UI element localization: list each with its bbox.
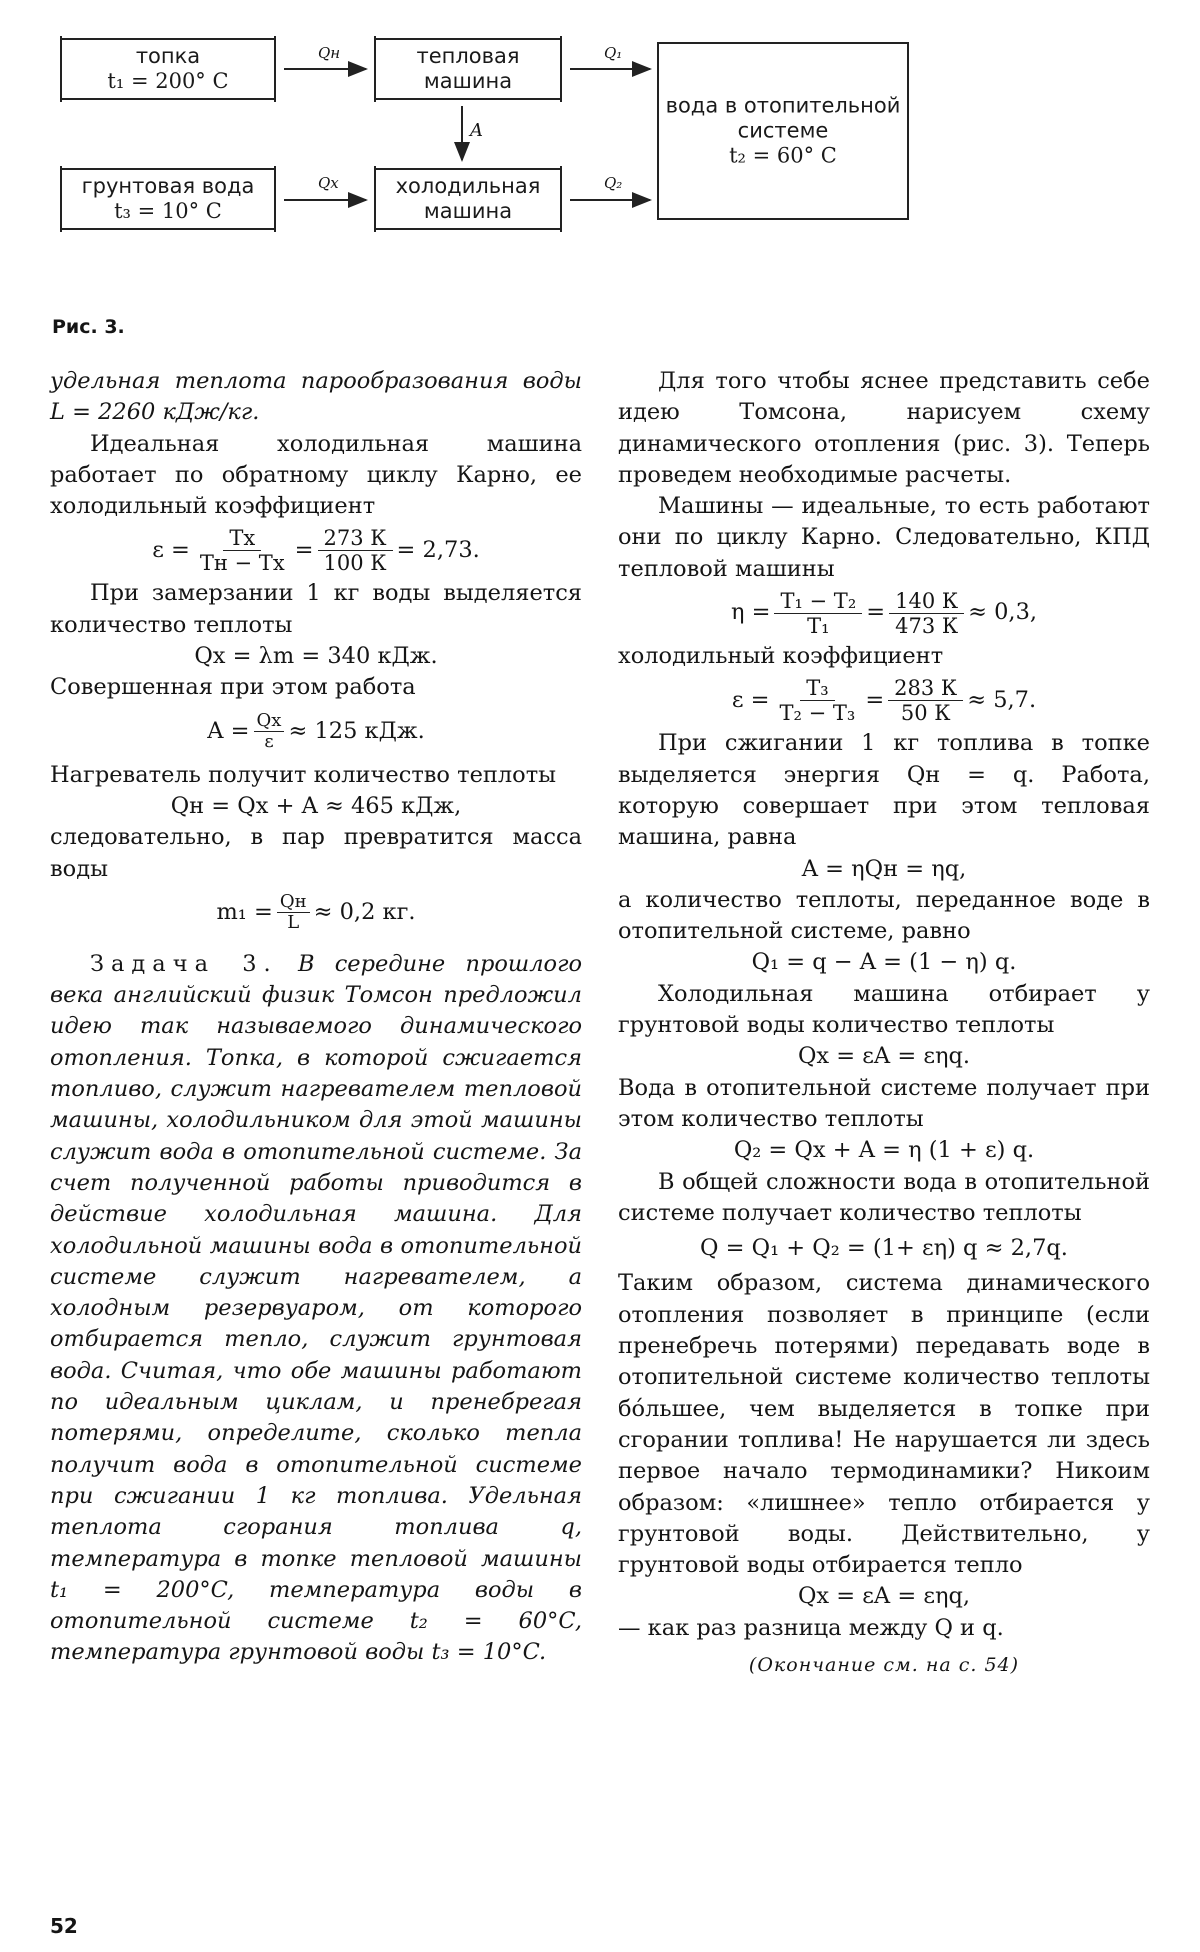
fraction-den: ε (264, 731, 274, 753)
left-eq1 (50, 522, 582, 578)
eq-part: ε = (731, 686, 770, 713)
figure-3-diagram (0, 0, 1200, 310)
diagram-arrows (0, 0, 1200, 310)
fraction-den: 100 К (323, 550, 387, 575)
heat-engine-line1: тепловая (416, 44, 520, 68)
figure-caption: Рис. 3. (52, 316, 125, 338)
right-p8: В общей сложности вода в отопительной системе получает количество теплоты (618, 1168, 1150, 1226)
fraction-num: T₃ (800, 676, 834, 701)
fraction-num: Qн (277, 892, 310, 913)
label-q2: Q₂ (604, 174, 623, 192)
eq-part: ≈ 0,3, (968, 599, 1038, 626)
left-eq2: Qх = λm = 340 кДж. (194, 643, 438, 670)
task-text: В середине прошлого века английский физик Томсон предложил идею так называемого динамического отопления. Топка, в которой сжигается топливо, служит нагревателем тепловой машины, холодильником для этой машины служит вода в отопительной системе. За счет полученной работы приводится в действие холодильная машина. Для холодильной машины вода в отопительной системе служит нагревателем, а холодным резервуаром, от которого отбирается тепло, служит грунтовая вода. Считая, что обе машины работают по идеальным циклам, и пренебрегая потерями, определите, сколько тепла получит вода в отопительной системе при сжигании 1 кг топлива. Удельная теплота сгорания топлива q, температура в топке тепловой машины t₁ = 200°C, температура воды в отопительной системе t₂ = 60°C, температура грунтовой воды t₃ = 10°C. (50, 950, 582, 1666)
eq-part: ≈ 5,7. (967, 686, 1037, 713)
right-eq4: Q₁ = q − A = (1 − η) q. (751, 949, 1017, 976)
fraction (194, 526, 291, 575)
left-p4: Совершенная при этом работа (50, 674, 416, 701)
fraction-den: T₂ − T₃ (779, 700, 856, 725)
left-eq4: Qн = Qх + A ≈ 465 кДж, (170, 792, 462, 819)
right-column (618, 366, 1150, 1681)
fraction (888, 676, 963, 725)
eq-part: ≈ 125 кДж. (288, 718, 425, 745)
fraction (318, 526, 393, 575)
right-eq1 (618, 585, 1150, 641)
label-a: A (470, 120, 483, 141)
right-p10: — как раз разница между Q и q. (618, 1614, 1004, 1641)
task-paragraph (50, 949, 582, 1669)
fraction-den: 473 К (895, 613, 959, 638)
eq-part: = (294, 536, 314, 563)
fraction (774, 589, 862, 638)
ground-water-temp: t₃ = 10° C (114, 199, 222, 223)
heating-water-temp: t₂ = 60° C (729, 143, 837, 168)
left-p6: следовательно, в пар превратится масса воды (50, 824, 582, 882)
right-eq3: A = ηQн = ηq, (801, 855, 967, 882)
fraction-num: 140 К (889, 589, 964, 614)
right-p6: Холодильная машина отбирает у грунтовой воды количество теплоты (618, 980, 1150, 1039)
eq-part: A = (207, 718, 250, 745)
right-eq7: Q = Q₁ + Q₂ = (1+ εη) q ≈ 2,7q. (700, 1235, 1068, 1262)
left-p2: Идеальная холодильная машина работает по обратному циклу Карно, ее холодильный коэффициент (50, 430, 582, 520)
fraction (774, 676, 862, 725)
fraction-num: Tх (223, 526, 261, 551)
eq-part: ≈ 0,2 кг. (313, 899, 416, 926)
right-eq5: Qх = εA = εηq. (797, 1043, 971, 1070)
heating-water-line1: вода в отопительной (665, 93, 901, 118)
fraction-den: T₁ (807, 613, 830, 638)
left-p1: удельная теплота парообразования воды L = 2260 кДж/кг. (50, 368, 582, 426)
furnace-title: топка (135, 44, 201, 68)
right-p9: Таким образом, система динамического отопления позволяет в принципе (если пренебречь потерями) передавать воде в отопительной системе количество теплоты бо́льшее, чем выделяется в топке при сгорании топлива! Не нарушается ли здесь первое начало термодинамики? Никоим образом: «лишнее» тепло отбирается у грунтовой воды. Действительно, у грунтовой воды отбирается тепло (618, 1270, 1150, 1579)
left-p5: Нагреватель получит количество теплоты (50, 761, 557, 788)
eq-part: = 2,73. (396, 536, 480, 563)
fraction-num: Qх (254, 711, 285, 732)
fraction (277, 892, 310, 933)
fraction-num: T₁ − T₂ (774, 589, 862, 614)
cold-machine-line2: машина (423, 199, 513, 223)
left-eq3 (50, 704, 582, 760)
fraction-num: 273 К (318, 526, 393, 551)
eq-part: m₁ = (216, 899, 273, 926)
fraction-den: L (287, 912, 300, 934)
right-p4: При сжигании 1 кг топлива в топке выделяется энергия Qн = q. Работа, которую совершает при этом тепловая машина, равна (618, 730, 1150, 851)
label-qn: Qн (318, 44, 341, 62)
eq-part: = (865, 686, 885, 713)
right-eq8: Qх = εA = εηq, (797, 1583, 971, 1610)
right-p5: а количество теплоты, переданное воде в отопительной системе, равно (618, 886, 1150, 945)
left-p3: При замерзании 1 кг воды выделяется количество теплоты (50, 580, 582, 638)
eq-part: = (866, 599, 886, 626)
right-p7: Вода в отопительной системе получает при этом количество теплоты (618, 1074, 1150, 1132)
right-eq6: Q₂ = Qх + A = η (1 + ε) q. (733, 1137, 1035, 1164)
task-label: Задача 3. (90, 950, 278, 977)
eq-part: ε = (152, 536, 190, 563)
right-p1: Для того чтобы яснее представить себе идею Томсона, нарисуем схему динамического отопления (рис. 3). Теперь проведем необходимые расчеты. (618, 368, 1150, 488)
label-qx: Qx (318, 174, 339, 192)
cold-machine-line1: холодильная (395, 174, 541, 198)
fraction (254, 711, 285, 752)
heat-engine-line2: машина (423, 69, 513, 93)
fraction-num: 283 К (888, 676, 963, 701)
right-eq2 (618, 672, 1150, 728)
right-p3: холодильный коэффициент (618, 643, 944, 670)
continuation-note: (Окончание см. на с. 54) (748, 1653, 1020, 1676)
fraction-den: Tн − Tх (199, 550, 285, 575)
left-eq5 (50, 885, 582, 941)
furnace-temp: t₁ = 200° C (107, 69, 229, 93)
page-number: 52 (50, 1914, 78, 1938)
heating-water-line2: системе (737, 118, 829, 143)
label-q1: Q₁ (604, 44, 623, 62)
fraction-den: 50 К (900, 700, 951, 725)
eq-part: η = (730, 599, 771, 626)
left-column (50, 366, 582, 1669)
ground-water-title: грунтовая вода (81, 174, 255, 198)
fraction (889, 589, 964, 638)
right-p2: Машины — идеальные, то есть работают они по циклу Карно. Следовательно, КПД тепловой машины (618, 493, 1150, 582)
